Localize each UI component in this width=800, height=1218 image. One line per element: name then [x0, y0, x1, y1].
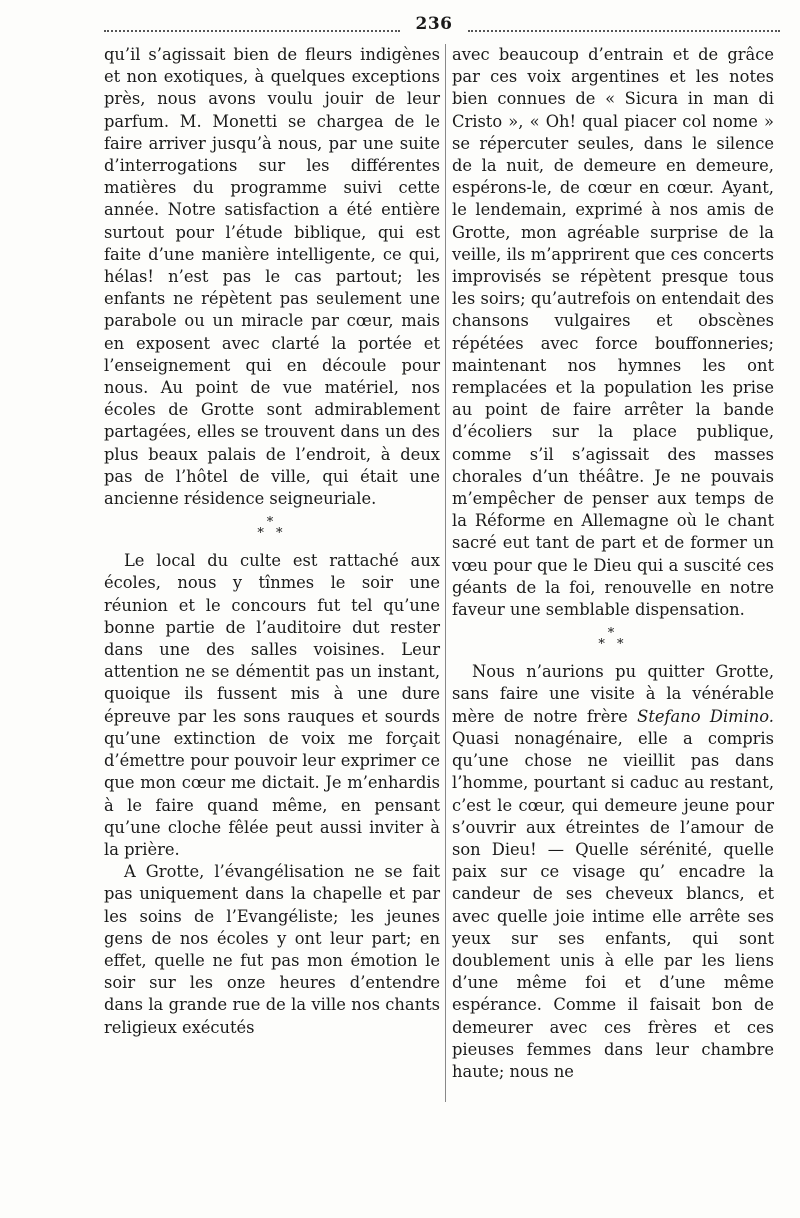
left-paragraph-3: A Grotte, l’évangélisation ne se fait pas uniquement dans la chapelle et par les soins de l’Evangéliste; les jeunes gens de nos écoles y ont leur part; en effet, quelle ne fut pas mon émotion le soir sur les onze heures d’entendre dans la grande rue de la ville nos chants religieux exécutés	[104, 862, 440, 1037]
page-header	[104, 14, 780, 42]
right-paragraph-2-text-a: Nous n’aurions pu quitter Grotte, sans faire une visite à la vénérable mère de notre frère	[452, 662, 774, 726]
header-rule-left	[104, 30, 400, 32]
separator-stars-bottom: * *	[257, 526, 287, 542]
left-column	[104, 44, 440, 1039]
person-name: Stefano Dimino.	[637, 706, 774, 726]
separator-stars-bottom: * *	[598, 637, 628, 653]
right-paragraph-2-text-b: Quasi nonagénaire, elle a compris qu’une chose ne vieillit pas dans l’homme, pourtant si caduc au restant, c’est le cœur, qui demeure jeune pour s’ouvrir aux étreintes de l’amour de son Dieu! — Quelle sérénité, quelle paix sur ce visage qu’ encadre la candeur de ses cheveux blancs, et avec quelle joie intime elle arrête ses yeux sur ses enfants, qui sont doublement unis à elle par les liens d’une même foi et d’une même espérance. Comme il faisait bon de demeurer avec ces frères et ces pieuses femmes dans leur chambre haute; nous ne	[452, 728, 774, 1081]
left-paragraph-1: qu’il s’agissait bien de fleurs indigènes et non exotiques, à quelques exceptions près, nous avons voulu jouir de leur parfum. M. Monetti se chargea de le faire arriver jusqu’à nous, par une suite d’interrogations sur les différentes matières du programme suivi cette année. Notre satisfaction a été entière surtout pour l’étude biblique, qui est faite d’une manière intelligente, ce qui, hélas! n’est pas le cas partout; les enfants ne répètent pas seulement une parabole ou un miracle par cœur, mais en exposent avec clarté la portée et l’enseignement qui en découle pour nous. Au point de vue matériel, nos écoles de Grotte sont admirablement partagées, elles se trouvent dans un des plus beaux palais de l’endroit, à deux pas de l’hôtel de ville, qui était une ancienne résidence seigneuriale.	[104, 45, 440, 509]
section-separator-right	[452, 626, 774, 653]
left-paragraph-2: Le local du culte est rattaché aux écoles, nous y tînmes le soir une réunion et le concours fut tel qu’une bonne partie de l’auditoire dut rester dans une des salles voisines. Leur attention ne se démentit pas un instant, quoique ils fussent mis à une dure épreuve par les sons rauques et sourds qu’une extinction de voix me forçait d’émettre pour pouvoir leur exprimer ce que mon cœur me dictait. Je m’enhardis à le faire quand même, en pensant qu’une cloche fêlée peut aussi inviter à la prière.	[104, 551, 440, 859]
separator-stars: *	[607, 626, 619, 642]
right-column	[452, 44, 774, 1083]
page-number: 236	[415, 14, 453, 34]
section-separator-left	[104, 515, 440, 542]
right-paragraph-2	[452, 661, 774, 1083]
right-paragraph-1: avec beaucoup d’entrain et de grâce par ces voix argentines et les notes bien connues de « Sicura in man di Cristo », « Oh! qual piacer col nome » se répercuter seules, dans le silence de la nuit, de demeure en demeure, espérons-le, de cœur en cœur. Ayant, le lendemain, exprimé à nos amis de Grotte, mon agréable surprise de la veille, ils m’apprirent que ces concerts improvisés se répètent presque tous les soirs; qu’autrefois on entendait des chansons vulgaires et obscènes répétées avec force bouffonneries; maintenant nos hymnes les ont remplacées et la population les prise au point de faire arrêter la bande d’écoliers sur la place publique, comme s’il s’agissait des masses chorales d’un théâtre. Je ne pouvais m’empêcher de penser aux temps de la Réforme en Allemagne où le chant sacré eut tant de part et de former un vœu pour que le Dieu qui a suscité ces géants de la foi, renouvelle en notre faveur une semblable dispensation.	[452, 45, 774, 620]
header-rule-right	[468, 30, 780, 32]
column-divider	[445, 44, 446, 1102]
separator-stars: *	[266, 515, 278, 531]
